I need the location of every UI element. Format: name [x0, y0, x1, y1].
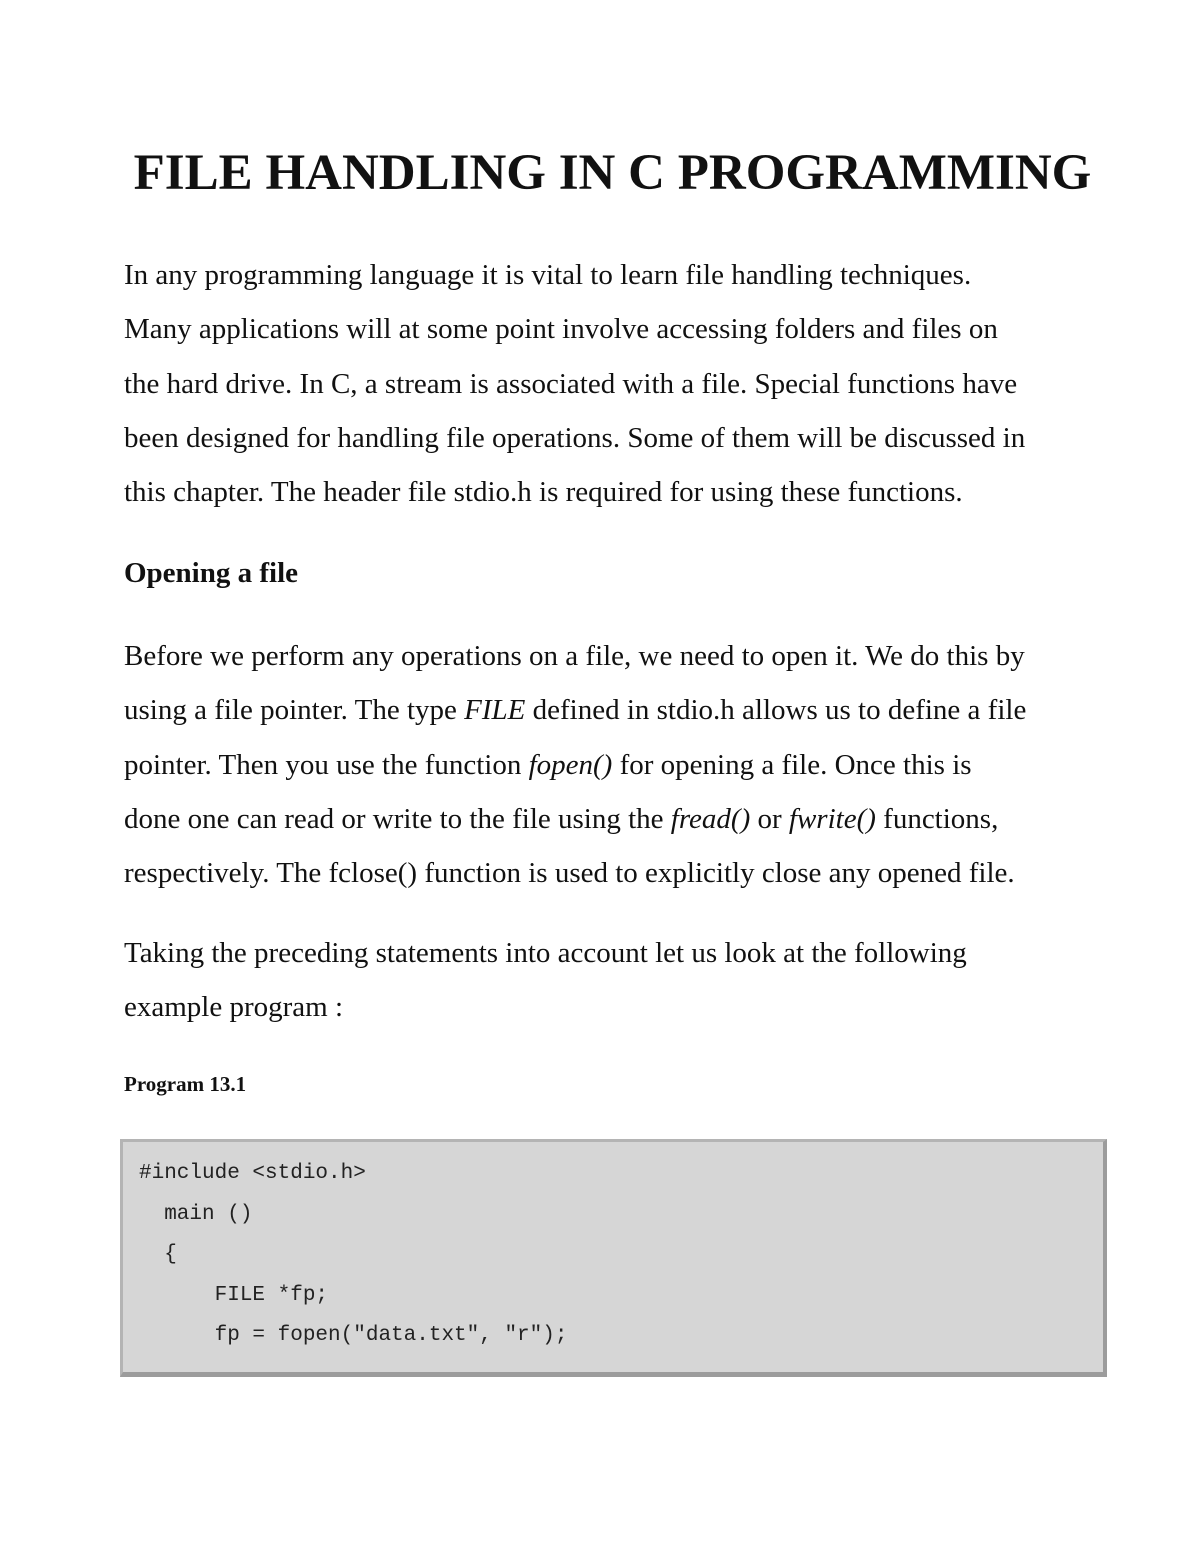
opening-text: defined in stdio.h allows us to define a file [525, 694, 1027, 727]
opening-line [124, 792, 1114, 846]
section-heading-opening-a-file: Opening a file [124, 557, 299, 589]
preceding-line: Taking the preceding statements into account let us look at the following [124, 937, 967, 969]
intro-line: the hard drive. In C, a stream is associated with a file. Special functions have [124, 367, 1018, 400]
fread-term: fread() [670, 802, 751, 835]
opening-paragraph [124, 629, 1114, 900]
code-block [120, 1139, 1107, 1377]
code-line: { [139, 1243, 177, 1266]
opening-text: for opening a file. Once this is [612, 748, 972, 781]
intro-line: been designed for handling file operations. Some of them will be discussed in [124, 421, 1026, 454]
opening-text: using a file pointer. The type [124, 694, 465, 727]
opening-line: respectively. The fclose() function is used to explicitly close any opened file. [124, 857, 1015, 890]
document-title: FILE HANDLING IN C PROGRAMMING [133, 145, 1092, 201]
intro-line: In any programming language it is vital to learn file handling techniques. [124, 259, 972, 291]
fopen-term: fopen() [528, 748, 613, 781]
file-type-term: FILE [464, 694, 526, 727]
code-line: FILE *fp; [139, 1283, 329, 1307]
intro-paragraph [124, 248, 1114, 519]
opening-text: functions, [875, 802, 999, 835]
opening-line [124, 738, 1114, 792]
opening-text: pointer. Then you use the function [124, 748, 529, 781]
program-label: Program 13.1 [124, 1072, 247, 1096]
opening-line [124, 683, 1114, 737]
code-listing [139, 1154, 567, 1357]
code-line: #include <stdio.h> [139, 1162, 366, 1185]
preceding-line: example program : [124, 991, 344, 1024]
code-line: fp = fopen("data.txt", "r"); [139, 1324, 568, 1347]
opening-text: done one can read or write to the file using the [124, 802, 671, 835]
intro-line: this chapter. The header file stdio.h is required for using these functions. [124, 476, 963, 509]
opening-line: Before we perform any operations on a file, we need to open it. We do this by [124, 640, 1025, 672]
code-line: main () [139, 1202, 253, 1226]
fwrite-term: fwrite() [788, 802, 876, 835]
preceding-paragraph [124, 926, 1114, 1035]
opening-text: or [750, 802, 789, 835]
intro-line: Many applications will at some point involve accessing folders and files on [124, 313, 998, 346]
